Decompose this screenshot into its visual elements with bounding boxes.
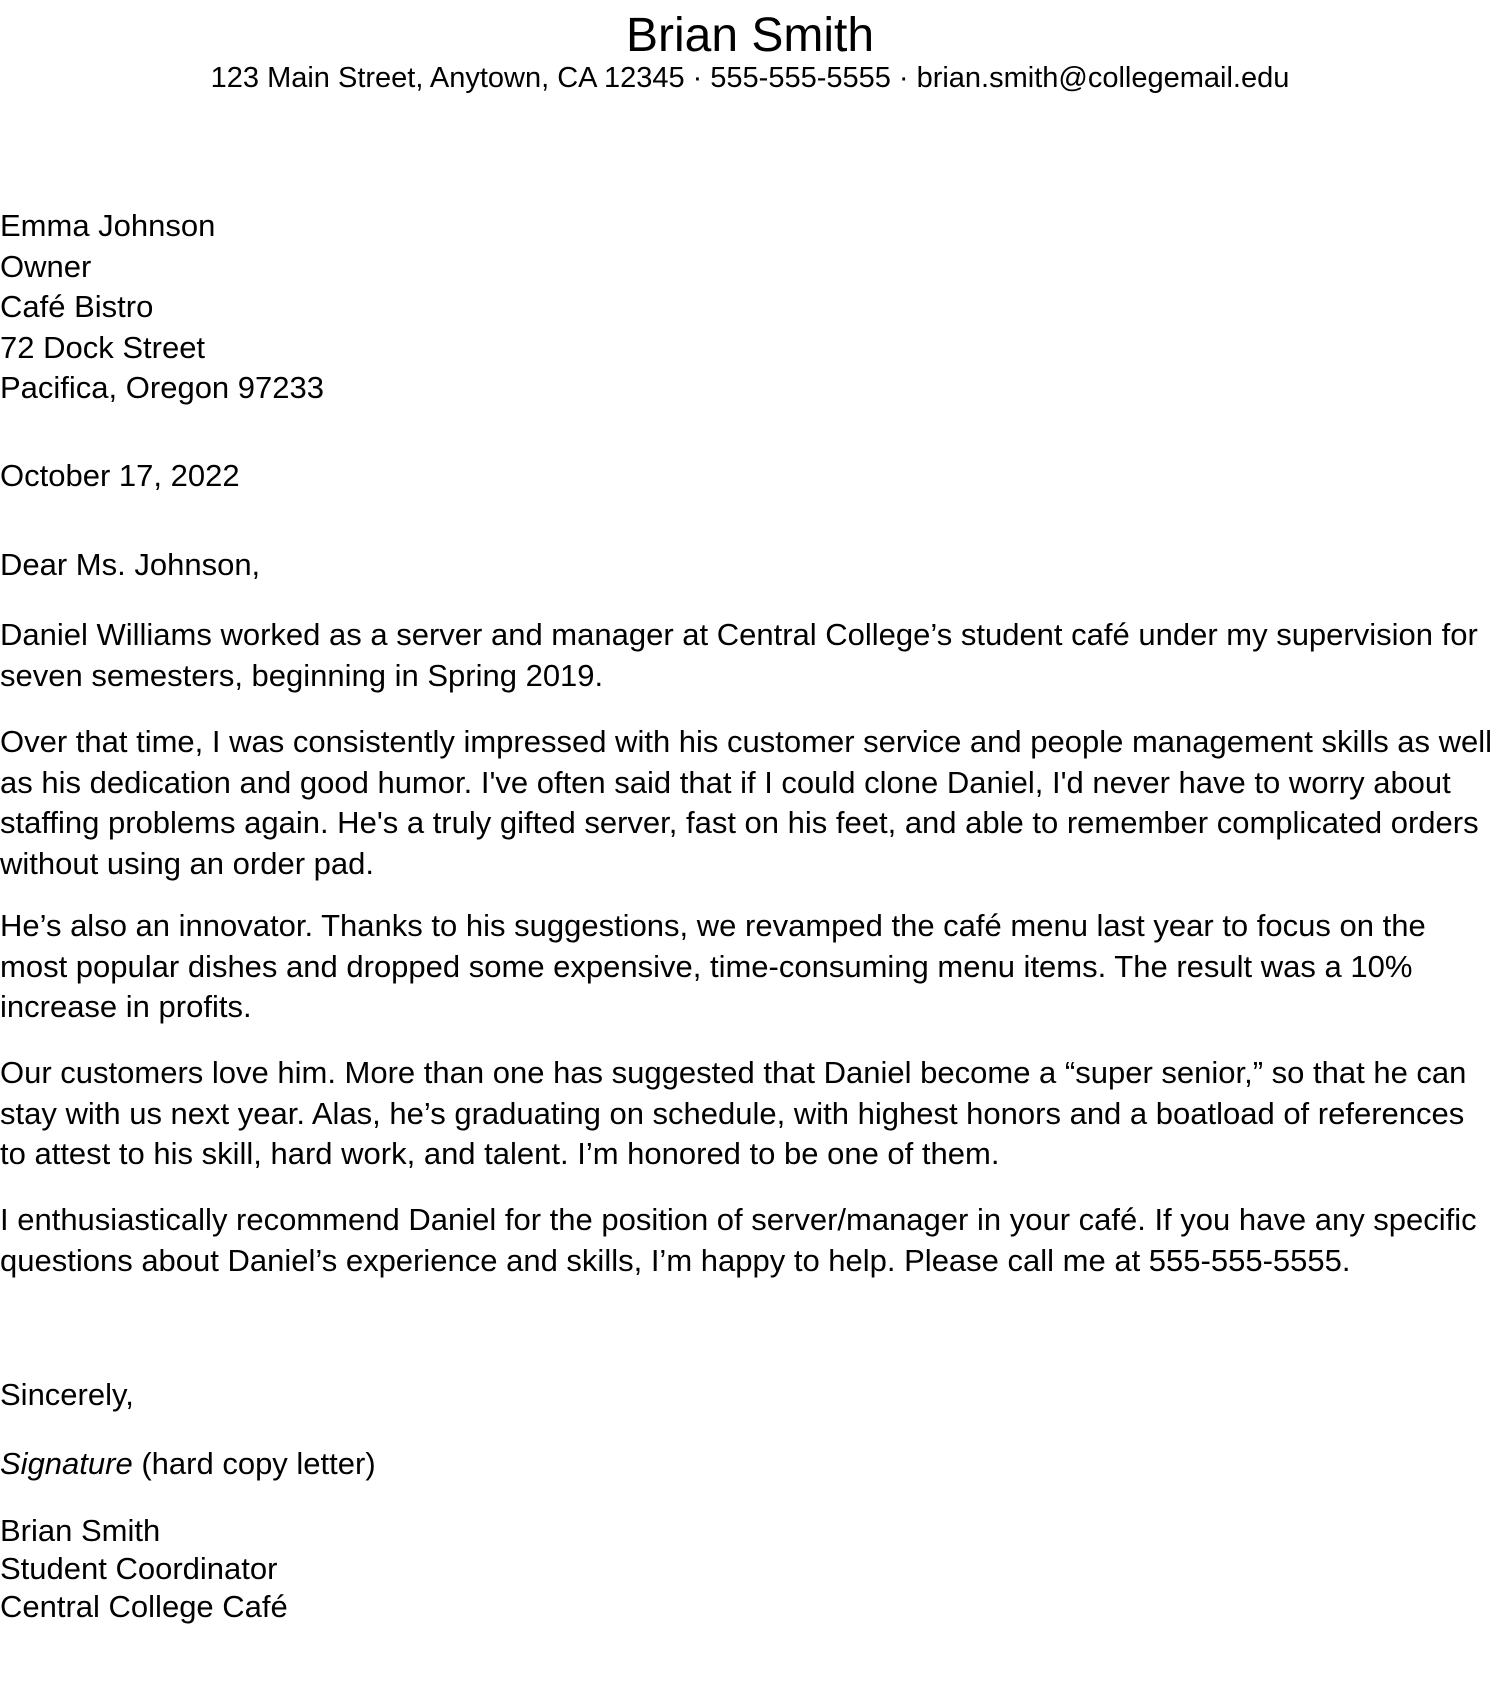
signature-note: (hard copy letter) [141,1446,376,1481]
salutation: Dear Ms. Johnson, [0,547,261,582]
contact-separator: · [898,62,909,94]
signer-organization: Central College Café [0,1589,288,1624]
recipient-title: Owner [0,248,92,284]
sender-phone: 555-555-5555 [710,62,891,94]
body-paragraph: He’s also an innovator. Thanks to his suggestions, we revamped the café menu last year to focus on the most popular dishes and dropped some expensive, time-consuming menu items. The result was a 10% increase in profits. [0,908,1426,1024]
body-paragraph: Our customers love him. More than one has suggested that Daniel become a “super senior,” so that he can stay with us next year. Alas, he’s graduating on schedule, with highest honors and a boatload of references to attest to his skill, hard work, and talent. I’m honored to be one of them. [0,1055,1467,1171]
sender-contact-line [0,60,1500,96]
sender-name: Brian Smith [625,9,875,62]
recipient-address-block [0,206,1496,409]
sender-email: brian.smith@collegemail.edu [916,62,1290,94]
body-paragraph: Daniel Williams worked as a server and manager at Central College’s student café under my supervision for seven semesters, beginning in Spring 2019. [0,617,1478,693]
recipient-company: Café Bistro [0,289,154,324]
signer-block [0,1512,1496,1626]
recipient-city-state-zip: Pacifica, Oregon 97233 [0,370,324,405]
signature-label: Signature [0,1446,133,1481]
body-paragraph: I enthusiastically recommend Daniel for the position of server/manager in your café. If you have any specific questions about Daniel’s experience and skills, I’m happy to help. Please call me at 555-555-5555. [0,1202,1477,1278]
closing: Sincerely, [0,1377,134,1412]
signer-name: Brian Smith [0,1513,161,1548]
recipient-street: 72 Dock Street [0,329,206,365]
sender-address: 123 Main Street, Anytown, CA 12345 [210,62,685,94]
letter-date: October 17, 2022 [0,458,240,493]
signature-line [0,1444,1496,1485]
body-paragraph: Over that time, I was consistently impressed with his customer service and people management skills as well as his dedication and good humor. I've often said that if I could clone Daniel, I'd never have to worry about staffing problems again. He's a truly gifted server, fast on his feet, and able to remember complicated orders without using an order pad. [0,724,1493,881]
recipient-name: Emma Johnson [0,208,216,243]
contact-separator: · [692,62,703,94]
signer-title: Student Coordinator [0,1551,278,1586]
